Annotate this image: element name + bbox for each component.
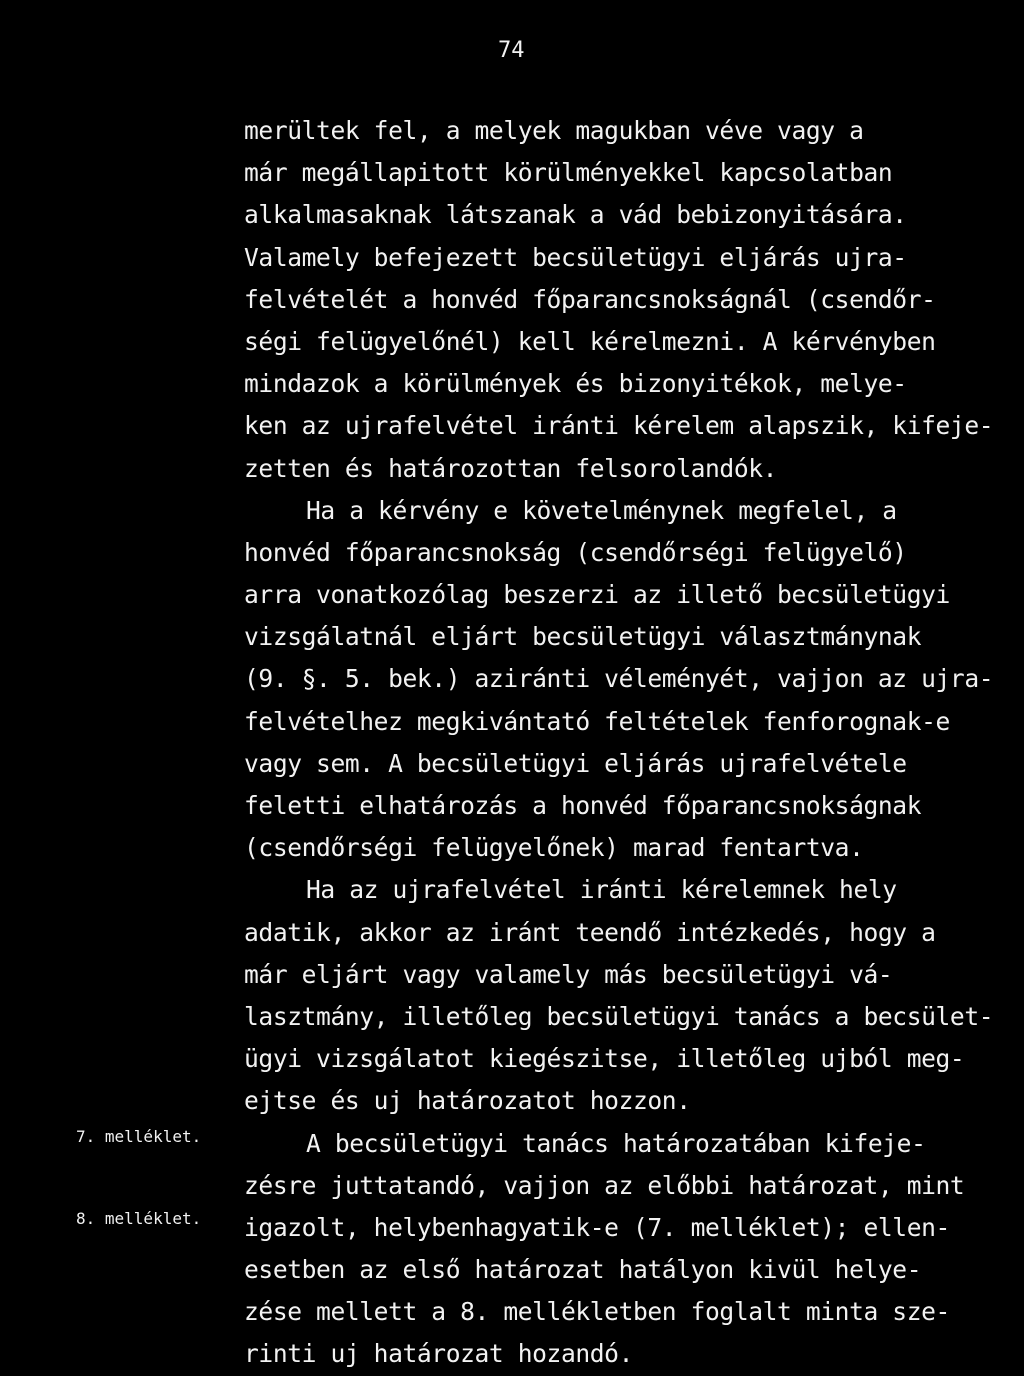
text-line: alkalmasaknak látszanak a vád bebizonyitására. (244, 200, 907, 230)
text-line: mindazok a körülmények és bizonyitékok, melye- (244, 369, 907, 399)
text-line: vizsgálatnál eljárt becsületügyi választmánynak (244, 622, 922, 652)
margin-note-7: 7. melléklet. (76, 1127, 202, 1146)
text-line: lasztmány, illetőleg becsületügyi tanács a becsület- (244, 1001, 994, 1031)
text-line: vagy sem. A becsületügyi eljárás ujrafelvétele (244, 748, 907, 778)
text-line: feletti elhatározás a honvéd főparancsnokságnak (244, 791, 922, 820)
text-line: Valamely befejezett becsületügyi eljárás ujra- (244, 242, 907, 272)
text-line: már eljárt vagy valamely más becsületügyi vá- (244, 959, 893, 989)
text-line: rinti uj határozat hozandó. (244, 1339, 633, 1369)
text-line: merültek fel, a melyek magukban véve vagy a (244, 116, 864, 145)
text-line: igazolt, helybenhagyatik-e (7. melléklet); ellen- (244, 1212, 950, 1242)
page-number: 74 (498, 38, 525, 63)
text-line: A becsületügyi tanács határozatában kifeje- (306, 1128, 926, 1158)
text-line: ügyi vizsgálatot kiegészitse, illetőleg ujból meg- (244, 1044, 965, 1074)
text-line: már megállapitott körülményekkel kapcsolatban (244, 158, 893, 188)
text-line: zése mellett a 8. mellékletben foglalt minta sze- (244, 1297, 950, 1327)
text-line: (9. §. 5. bek.) aziránti véleményét, vajjon az ujra- (244, 664, 994, 694)
text-line: felvételhez megkivántató feltételek fenforognak-e (244, 706, 950, 736)
text-line: ejtse és uj határozatot hozzon. (244, 1086, 691, 1116)
text-line: adatik, akkor az iránt teendő intézkedés, hogy a (244, 917, 936, 947)
text-line: arra vonatkozólag beszerzi az illető becsületügyi (244, 580, 950, 610)
text-line: ken az ujrafelvétel iránti kérelem alapszik, kifeje- (244, 411, 994, 441)
text-line: felvételét a honvéd főparancsnokságnál (csendőr- (244, 284, 936, 314)
text-line: honvéd főparancsnokság (csendőrségi felügyelő) (244, 537, 907, 567)
text-line: Ha a kérvény e követelménynek megfelel, a (306, 495, 897, 525)
text-line: ségi felügyelőnél) kell kérelmezni. A kérvényben (244, 326, 936, 356)
text-line: esetben az első határozat hatályon kivül helye- (244, 1255, 922, 1285)
margin-note-8: 8. melléklet. (76, 1209, 202, 1228)
text-line: Ha az ujrafelvétel iránti kérelemnek hely (306, 875, 897, 905)
text-line: zésre juttatandó, vajjon az előbbi határozat, mint (244, 1170, 965, 1200)
text-line: zetten és határozottan felsorolandók. (244, 453, 778, 483)
text-block (244, 110, 994, 1376)
text-line: (csendőrségi felügyelőnek) marad fentartva. (244, 833, 864, 863)
